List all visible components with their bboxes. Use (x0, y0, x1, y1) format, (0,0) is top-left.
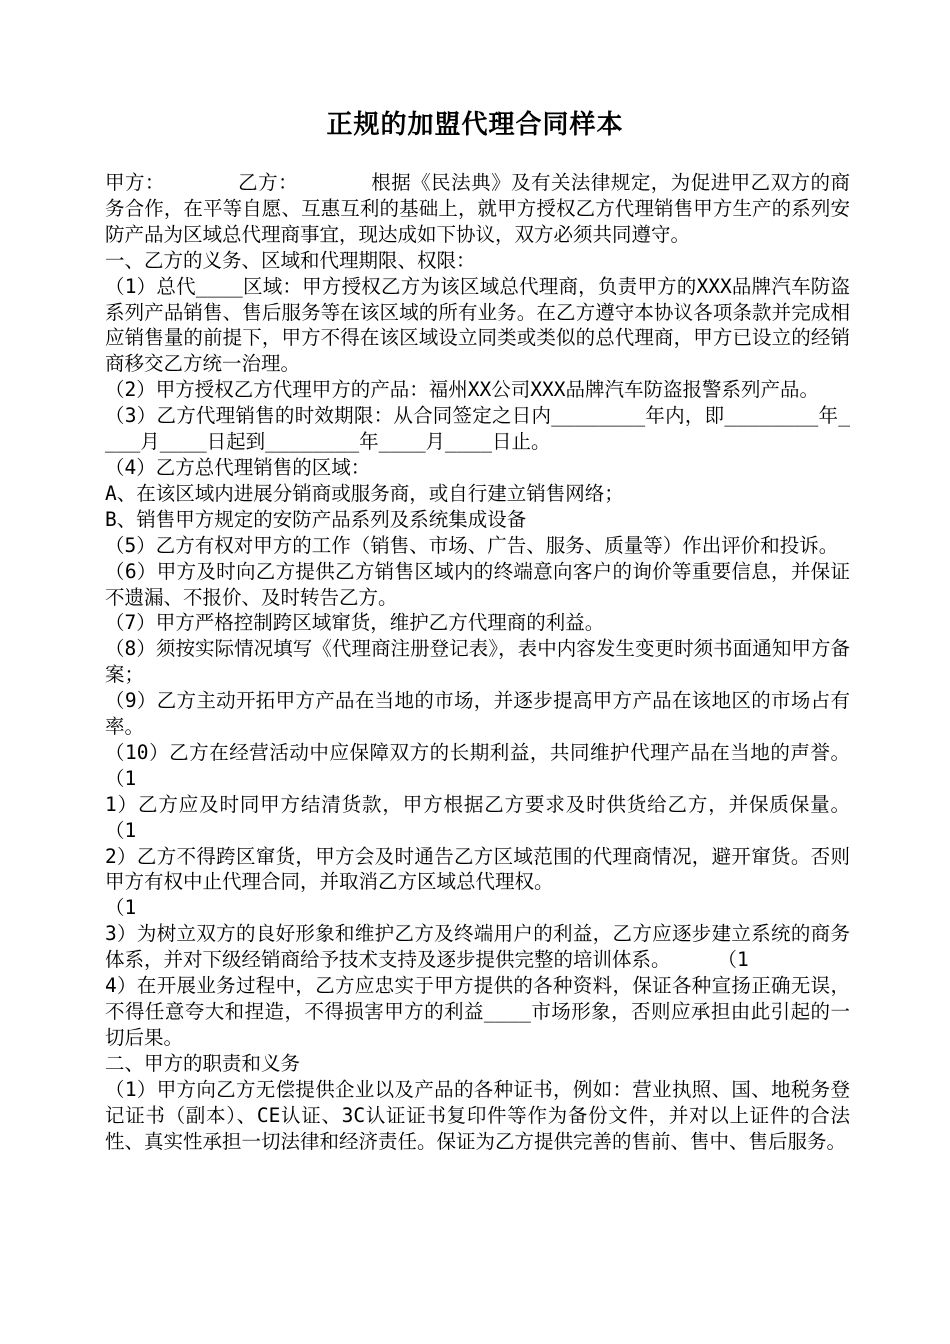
clause-1-10: （10）乙方在经营活动中应保障双方的长期利益，共同维护代理产品在当地的声誉。 （1 (105, 740, 897, 790)
clause-1-1: （1）总代____区域：甲方授权乙方为该区域总代理商，负责甲方的XXX品牌汽车防盗系列产品销售、售后服务等在该区域的所有业务。在乙方遵守本协议各项条款并完成相应销售量的前提下，甲方不得在该区域设立同类或类似的总代理商，甲方已设立的经销商移交乙方统一治理。 (105, 274, 850, 376)
clause-number-fragment: （1 (105, 896, 137, 920)
clause-1-7: （7）甲方严格控制跨区域窜货，维护乙方代理商的利益。 (105, 611, 605, 635)
document-body (105, 170, 897, 1154)
paragraph-preamble: 甲方： 乙方： 根据《民法典》及有关法律规定，为促进甲乙双方的商务合作，在平等自愿、互惠互利的基础上，就甲方授权乙方代理销售甲方生产的系列安防产品为区域总代理商事宜，现达成如下协议，双方必须共同遵守。 (105, 171, 850, 246)
clause-1-6: （6）甲方及时向乙方提供乙方销售区域内的终端意向客户的询价等重要信息，并保证不遗漏、不报价、及时转告乙方。 (105, 559, 850, 609)
clause-1-11: 1）乙方应及时同甲方结清货款，甲方根据乙方要求及时供货给乙方，并保质保量。 （1 (105, 792, 897, 842)
section-heading-1: 一、乙方的义务、区域和代理期限、权限： (105, 248, 476, 272)
clause-1-4: （4）乙方总代理销售的区域： (105, 455, 371, 479)
clause-1-4-b: B、销售甲方规定的安防产品系列及系统集成设备 (105, 507, 527, 531)
clause-1-3: （3）乙方代理销售的时效期限：从合同签定之日内________年内，即________年____月____日起到________年____月____日止。 (105, 404, 850, 454)
clause-1-13: 3）为树立双方的良好形象和维护乙方及终端用户的利益，乙方应逐步建立系统的商务体系，并对下级经销商给予技术支持及逐步提供完整的培训体系。 （1 (105, 922, 850, 972)
clause-1-5: （5）乙方有权对甲方的工作（销售、市场、广告、服务、质量等）作出评价和投诉。 (105, 533, 839, 557)
clause-1-2: （2）甲方授权乙方代理甲方的产品：福州XX公司XXX品牌汽车防盗报警系列产品。 (105, 378, 819, 402)
clause-1-9: （9）乙方主动开拓甲方产品在当地的市场，并逐步提高甲方产品在该地区的市场占有率。 (105, 689, 850, 739)
document-title: 正规的加盟代理合同样本 (326, 110, 624, 140)
clause-1-14: 4）在开展业务过程中，乙方应忠实于甲方提供的各种资料，保证各种宣扬正确无误，不得任意夸大和捏造，不得损害甲方的利益____市场形象，否则应承担由此引起的一切后果。 (105, 974, 850, 1049)
section-heading-2: 二、甲方的职责和义务 (105, 1051, 301, 1075)
clause-1-4-a: A、在该区域内进展分销商或服务商，或自行建立销售网络； (105, 481, 624, 505)
clause-1-8: （8）须按实际情况填写《代理商注册登记表》，表中内容发生变更时须书面通知甲方备案； (105, 637, 850, 687)
clause-2-1: （1）甲方向乙方无偿提供企业以及产品的各种证书，例如：营业执照、国、地税务登记证书（副本）、CE认证、3C认证证书复印件等作为备份文件，并对以上证件的合法性、真实性承担一切法律和经济责任。保证为乙方提供完善的售前、售中、售后服务。 (105, 1077, 850, 1153)
clause-1-12: 2）乙方不得跨区窜货，甲方会及时通告乙方区域范围的代理商情况，避开窜货。否则甲方有权中止代理合同，并取消乙方区域总代理权。 (105, 844, 850, 894)
